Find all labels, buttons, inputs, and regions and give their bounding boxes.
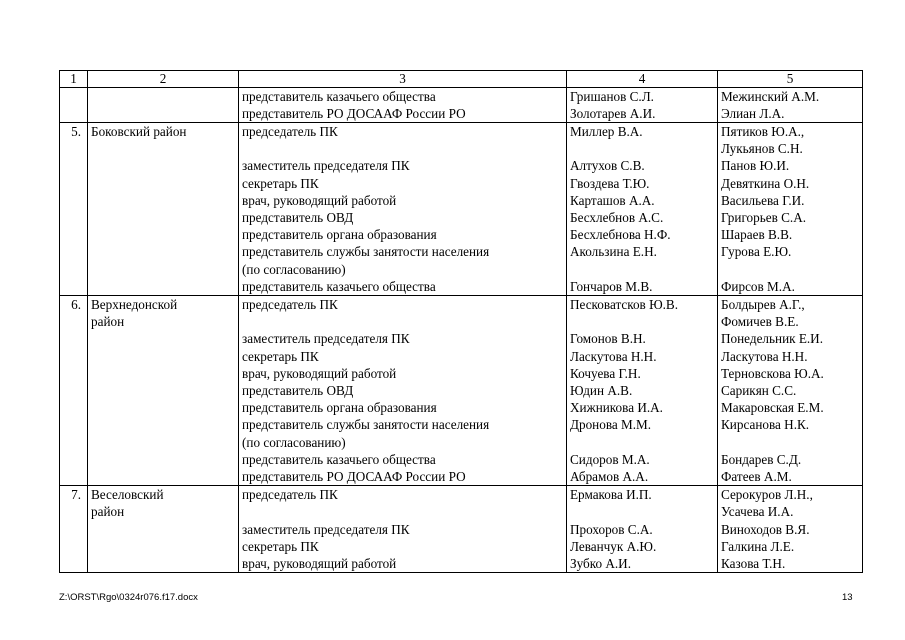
reserve-line: Лукьянов С.Н. xyxy=(721,141,803,157)
reserve-line: Бондарев С.Д. xyxy=(721,451,802,467)
role-line: секретарь ПК xyxy=(242,175,319,191)
role-line: представитель органа образования xyxy=(242,400,437,416)
commission-table xyxy=(59,70,863,573)
reserve-line: Сарикян С.С. xyxy=(721,382,797,398)
reserve-line: Григорьев С.А. xyxy=(721,209,807,225)
table-row xyxy=(60,122,863,295)
member-line: Хижникова И.А. xyxy=(570,400,663,416)
table-row xyxy=(60,295,863,485)
member-line: Ласкутова Н.Н. xyxy=(570,348,657,364)
role-line: врач, руководящий работой xyxy=(242,192,397,208)
member-line: Бесхлебнова Н.Ф. xyxy=(570,227,671,243)
role-line: представитель ОВД xyxy=(242,382,354,398)
member-line: Прохоров С.А. xyxy=(570,521,653,537)
member-line xyxy=(570,261,714,278)
table-body xyxy=(60,71,863,573)
role-line: (по согласованию) xyxy=(242,434,346,450)
reserve-line: Казова Т.Н. xyxy=(721,555,786,571)
member-line: Юдин А.В. xyxy=(570,382,633,398)
role-line xyxy=(242,140,563,157)
reserve-line: Девяткина О.Н. xyxy=(721,175,810,191)
member-line: Зубко А.И. xyxy=(570,555,632,571)
row-number: 6. xyxy=(60,295,88,485)
reserve-line xyxy=(721,261,859,278)
member-line: Песковатсков Ю.В. xyxy=(570,296,679,312)
header-cell-5: 5 xyxy=(718,71,863,88)
role-line: представитель РО ДОСААФ России РО xyxy=(242,105,466,121)
row-number xyxy=(60,87,88,122)
reserve-line xyxy=(721,434,859,451)
role-line: заместитель председателя ПК xyxy=(242,331,410,347)
reserve-line: Усачева И.А. xyxy=(721,504,794,520)
reserve-line: Гурова Е.Ю. xyxy=(721,244,792,260)
footer-page-number: 13 xyxy=(842,592,853,603)
member-line: Абрамов А.А. xyxy=(570,468,649,484)
member-line xyxy=(570,313,714,330)
row-number: 7. xyxy=(60,486,88,573)
role-line: заместитель председателя ПК xyxy=(242,158,410,174)
member-line: Золотарев А.И. xyxy=(570,105,656,121)
reserve-line: Ласкутова Н.Н. xyxy=(721,348,808,364)
district-line: Веселовский xyxy=(91,487,164,503)
member-line: Гришанов С.Л. xyxy=(570,88,654,104)
member-line: Алтухов С.В. xyxy=(570,158,645,174)
role-line: представитель ОВД xyxy=(242,209,354,225)
member-line: Карташов А.А. xyxy=(570,192,655,208)
reserve-line: Элиан Л.А. xyxy=(721,105,785,121)
members-cell xyxy=(567,122,718,295)
district-line: Верхнедонской xyxy=(91,296,178,312)
table-row xyxy=(60,87,863,122)
header-row xyxy=(60,71,863,88)
district-cell xyxy=(88,486,239,573)
reserves-cell xyxy=(718,295,863,485)
member-line: Кочуева Г.Н. xyxy=(570,365,641,381)
role-line: председатель ПК xyxy=(242,487,338,503)
member-line: Миллер В.А. xyxy=(570,123,643,139)
role-line: секретарь ПК xyxy=(242,538,319,554)
reserve-line: Шараев В.В. xyxy=(721,227,793,243)
members-cell xyxy=(567,295,718,485)
footer-file-path: Z:\ORST\Rgo\0324r076.f17.docx xyxy=(59,592,198,603)
role-line: представитель казачьего общества xyxy=(242,278,436,294)
reserve-line: Болдырев А.Г., xyxy=(721,296,805,312)
reserve-line: Пятиков Ю.А., xyxy=(721,123,805,139)
role-line xyxy=(242,313,563,330)
role-line: представитель казачьего общества xyxy=(242,451,436,467)
role-line: представитель РО ДОСААФ России РО xyxy=(242,468,466,484)
reserve-line: Фатеев А.М. xyxy=(721,468,792,484)
reserves-cell xyxy=(718,486,863,573)
role-line: заместитель председателя ПК xyxy=(242,521,410,537)
reserve-line: Кирсанова Н.К. xyxy=(721,417,810,433)
reserve-line: Серокуров Л.Н., xyxy=(721,487,813,503)
member-line xyxy=(570,140,714,157)
role-line: секретарь ПК xyxy=(242,348,319,364)
reserve-line: Васильева Г.И. xyxy=(721,192,805,208)
header-cell-1: 1 xyxy=(60,71,88,88)
member-line: Гвоздева Т.Ю. xyxy=(570,175,650,191)
role-line: председатель ПК xyxy=(242,296,338,312)
member-line xyxy=(570,434,714,451)
member-line: Сидоров М.А. xyxy=(570,451,650,467)
table-row xyxy=(60,486,863,573)
roles-cell xyxy=(239,486,567,573)
reserve-line: Понедельник Е.И. xyxy=(721,331,824,347)
reserves-cell xyxy=(718,87,863,122)
role-line: (по согласованию) xyxy=(242,261,346,277)
district-line: район xyxy=(91,504,125,520)
role-line: врач, руководящий работой xyxy=(242,555,397,571)
member-line: Ермакова И.П. xyxy=(570,487,652,503)
member-line: Акользина Е.Н. xyxy=(570,244,657,260)
header-cell-2: 2 xyxy=(88,71,239,88)
role-line: представитель службы занятости населения xyxy=(242,417,490,433)
roles-cell xyxy=(239,122,567,295)
reserve-line: Макаровская Е.М. xyxy=(721,400,824,416)
member-line: Гончаров М.В. xyxy=(570,278,653,294)
header-cell-4: 4 xyxy=(567,71,718,88)
reserve-line: Терновскова Ю.А. xyxy=(721,365,824,381)
reserves-cell xyxy=(718,122,863,295)
roles-cell xyxy=(239,295,567,485)
row-number: 5. xyxy=(60,122,88,295)
member-line: Гомонов В.Н. xyxy=(570,331,646,347)
reserve-line: Межинский А.М. xyxy=(721,88,820,104)
reserve-line: Фомичев В.Е. xyxy=(721,314,799,330)
district-cell xyxy=(88,295,239,485)
roles-cell xyxy=(239,87,567,122)
reserve-line: Виноходов В.Я. xyxy=(721,521,810,537)
district-cell xyxy=(88,122,239,295)
reserve-line: Панов Ю.И. xyxy=(721,158,790,174)
role-line: председатель ПК xyxy=(242,123,338,139)
member-line: Леванчук А.Ю. xyxy=(570,538,657,554)
district-line: Боковский район xyxy=(91,123,187,139)
member-line: Дронова М.М. xyxy=(570,417,652,433)
reserve-line: Фирсов М.А. xyxy=(721,278,795,294)
members-cell xyxy=(567,486,718,573)
role-line: врач, руководящий работой xyxy=(242,365,397,381)
role-line xyxy=(242,503,563,520)
role-line: представитель казачьего общества xyxy=(242,88,436,104)
reserve-line: Галкина Л.Е. xyxy=(721,538,795,554)
members-cell xyxy=(567,87,718,122)
role-line: представитель службы занятости населения xyxy=(242,244,490,260)
role-line: представитель органа образования xyxy=(242,227,437,243)
header-cell-3: 3 xyxy=(239,71,567,88)
district-line: район xyxy=(91,314,125,330)
district-cell xyxy=(88,87,239,122)
member-line xyxy=(570,503,714,520)
member-line: Бесхлебнов А.С. xyxy=(570,209,664,225)
